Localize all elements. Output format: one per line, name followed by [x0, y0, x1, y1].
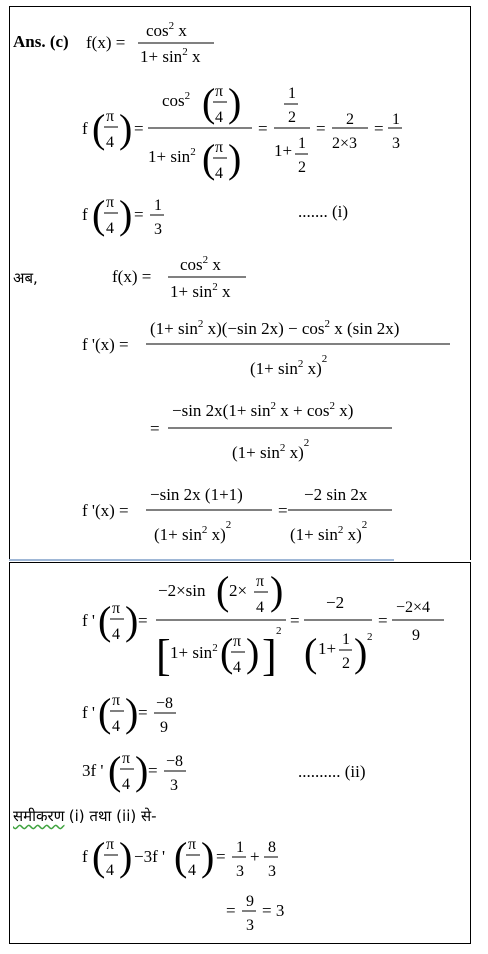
svg-text:8: 8 [268, 839, 276, 856]
svg-text:=: = [138, 611, 148, 630]
svg-text:4: 4 [106, 134, 114, 151]
svg-text:(: ( [108, 748, 122, 793]
svg-text:f ': f ' [82, 703, 95, 722]
svg-text:=: = [226, 901, 236, 920]
svg-text:9: 9 [160, 719, 168, 736]
svg-text:3: 3 [170, 777, 178, 794]
svg-text:f: f [82, 119, 88, 138]
label-from-i-and-ii: (i) तथा (ii) से- [68, 807, 157, 825]
svg-text:π: π [233, 633, 242, 650]
svg-text:2: 2 [346, 111, 354, 128]
svg-text:[: [ [156, 631, 171, 680]
svg-text:(: ( [202, 136, 216, 181]
svg-text:(: ( [304, 630, 318, 675]
svg-text:9: 9 [412, 627, 420, 644]
svg-text:]: ] [262, 631, 277, 680]
svg-text:1+: 1+ [274, 141, 293, 160]
svg-text:): ) [228, 136, 242, 181]
svg-text:1+: 1+ [318, 639, 337, 658]
svg-text:−2×4: −2×4 [396, 599, 431, 616]
svg-text:2: 2 [288, 109, 296, 126]
svg-text:π: π [112, 600, 121, 617]
svg-text:4: 4 [215, 109, 223, 126]
equation-three-fprime [82, 746, 202, 802]
svg-text:(: ( [92, 106, 106, 151]
svg-text:): ) [125, 690, 139, 735]
svg-text:(: ( [98, 690, 112, 735]
svg-text:=: = [134, 205, 144, 224]
svg-text:π: π [112, 692, 121, 709]
svg-text:+: + [250, 847, 260, 866]
svg-text:4: 4 [215, 165, 223, 182]
svg-text:π: π [188, 836, 197, 853]
svg-text:=: = [148, 761, 158, 780]
svg-text:1: 1 [288, 85, 296, 102]
svg-text:4: 4 [122, 776, 130, 793]
equation-f-pi4-result [82, 190, 192, 246]
equation-fprime-step1 [82, 308, 457, 388]
svg-text:(: ( [98, 598, 112, 643]
svg-text:4: 4 [233, 659, 241, 676]
svg-text:π: π [215, 83, 224, 100]
svg-text:f: f [82, 847, 88, 866]
svg-text:(: ( [202, 80, 216, 125]
svg-text:(: ( [174, 834, 188, 879]
svg-text:=: = [134, 119, 144, 138]
svg-text:=: = [258, 119, 268, 138]
svg-text:=: = [150, 419, 160, 438]
svg-text:1+ sin2 x: $1+ \sin^2 x$ [170, 281, 231, 301]
svg-text:π: π [106, 108, 115, 125]
svg-text:): ) [228, 80, 242, 125]
svg-text:(1+ sin2 x)2: $(1+ \sin^2 x)^2$ [290, 519, 368, 544]
svg-text:(1+ sin2 x)(−sin 2x) − cos2 x: $(1+ \sin^2 x)(-\sin$ $2x) - \cos^2 x$ (sin 2x) [150, 318, 400, 338]
svg-text:1: 1 [392, 111, 400, 128]
svg-text:=: = [374, 119, 384, 138]
svg-text:−2: −2 [326, 593, 345, 612]
svg-text:3: 3 [268, 863, 276, 880]
svg-text:cos2: $\cos^2$ [162, 90, 191, 110]
svg-text:1: 1 [342, 631, 350, 648]
combine-label [13, 806, 157, 826]
svg-text:π: π [122, 750, 131, 767]
svg-text:=: = [138, 703, 148, 722]
svg-text:f '(x) =: f '(x) = [82, 501, 129, 520]
svg-text:4: 4 [188, 862, 196, 879]
svg-text:1+ sin2 x: $1+ \sin^2 x$ [140, 46, 201, 66]
svg-text:f(x) =: f(x) = [112, 267, 152, 286]
svg-text:(: ( [216, 568, 230, 613]
svg-text:2: 2 [298, 159, 306, 176]
answer-label: Ans. (c) [13, 32, 69, 51]
svg-text:2: 2 [367, 631, 373, 643]
svg-text:): ) [201, 834, 215, 879]
svg-text:2×: 2× [229, 581, 248, 600]
svg-text:3: 3 [392, 135, 400, 152]
section-divider [9, 559, 394, 561]
svg-text:(: ( [220, 630, 234, 675]
svg-text:−3f ': −3f ' [134, 847, 166, 866]
svg-text:): ) [270, 568, 284, 613]
equation-final [226, 888, 296, 940]
equation-f-pi4 [82, 76, 412, 184]
svg-text:9: 9 [246, 893, 254, 910]
svg-text:3: 3 [154, 221, 162, 238]
svg-text:3: 3 [236, 863, 244, 880]
svg-text:1: 1 [298, 135, 306, 152]
svg-text:4: 4 [106, 220, 114, 237]
svg-text:1+ sin2: $1+ \sin^2$ [170, 642, 218, 662]
svg-text:−2×sin: −2×sin [158, 581, 206, 600]
svg-text:cos2 x: $\cos^2 x$ [180, 254, 221, 274]
svg-text:f: f [82, 205, 88, 224]
svg-text:4: 4 [112, 718, 120, 735]
svg-text:(1+ sin2 x)2: $(1+ \sin^2 x)^2$ [250, 353, 328, 378]
svg-text:=: = [216, 847, 226, 866]
svg-text:2: 2 [342, 655, 350, 672]
svg-text:): ) [119, 106, 133, 151]
svg-text:): ) [119, 834, 133, 879]
equation-fprime-step2 [150, 392, 410, 472]
svg-text:(: ( [92, 834, 106, 879]
svg-text:cos2 x: $\cos^2 x$ [146, 20, 187, 40]
svg-text:−8: −8 [166, 753, 184, 770]
svg-text:f(x) =: f(x) = [86, 33, 126, 52]
svg-text:4: 4 [106, 862, 114, 879]
svg-text:3: 3 [246, 917, 254, 934]
equation-fprime-pi4 [82, 568, 452, 684]
svg-text:(: ( [92, 192, 106, 237]
svg-text:=: = [316, 119, 326, 138]
svg-text:f ': f ' [82, 611, 95, 630]
svg-text:=: = [290, 611, 300, 630]
svg-text:): ) [125, 598, 139, 643]
svg-text:): ) [119, 192, 133, 237]
svg-text:2×3: 2×3 [332, 135, 358, 152]
svg-text:4: 4 [256, 599, 264, 616]
svg-text:=: = [278, 501, 288, 520]
svg-text:2: 2 [276, 625, 282, 637]
equation-tag-i: ....... (i) [298, 202, 349, 221]
label-now: अब, [13, 269, 38, 287]
svg-text:π: π [106, 194, 115, 211]
svg-text:3f ': 3f ' [82, 761, 104, 780]
svg-text:−sin 2x (1+1): −sin 2x (1+1) [150, 485, 243, 504]
svg-text:): ) [246, 630, 260, 675]
svg-text:π: π [256, 573, 265, 590]
label-equation: समीकरण [13, 807, 65, 825]
svg-text:π: π [106, 836, 115, 853]
equation-tag-ii: .......... (ii) [298, 762, 366, 781]
svg-text:): ) [354, 630, 368, 675]
svg-text:−8: −8 [156, 695, 174, 712]
svg-text:−2 sin 2x: −2 sin 2x [304, 485, 368, 504]
svg-text:(1+ sin2 x)2: $(1+ \sin^2 x)^2$ [232, 437, 310, 462]
equation-fprime-pi4-result [82, 688, 192, 744]
svg-text:(1+ sin2 x)2: $(1+ \sin^2 x)^2$ [154, 519, 232, 544]
svg-text:1: 1 [154, 197, 162, 214]
svg-text:−sin 2x(1+ sin2 x + cos2 x): −sin $2x(1+ \sin^2 x + \cos^2 x)$ [172, 400, 354, 420]
equation-fprime-step3 [82, 478, 402, 554]
svg-text:= 3: = 3 [262, 901, 285, 920]
svg-text:): ) [135, 748, 149, 793]
svg-text:π: π [215, 139, 224, 156]
svg-text:=: = [378, 611, 388, 630]
equation-fx-again [112, 250, 252, 304]
equation-combine [82, 832, 292, 888]
svg-text:1+ sin2: $1+ \sin^2$ [148, 146, 196, 166]
equation-fx [86, 16, 226, 68]
svg-text:f '(x) =: f '(x) = [82, 335, 129, 354]
svg-text:1: 1 [236, 839, 244, 856]
svg-text:4: 4 [112, 626, 120, 643]
